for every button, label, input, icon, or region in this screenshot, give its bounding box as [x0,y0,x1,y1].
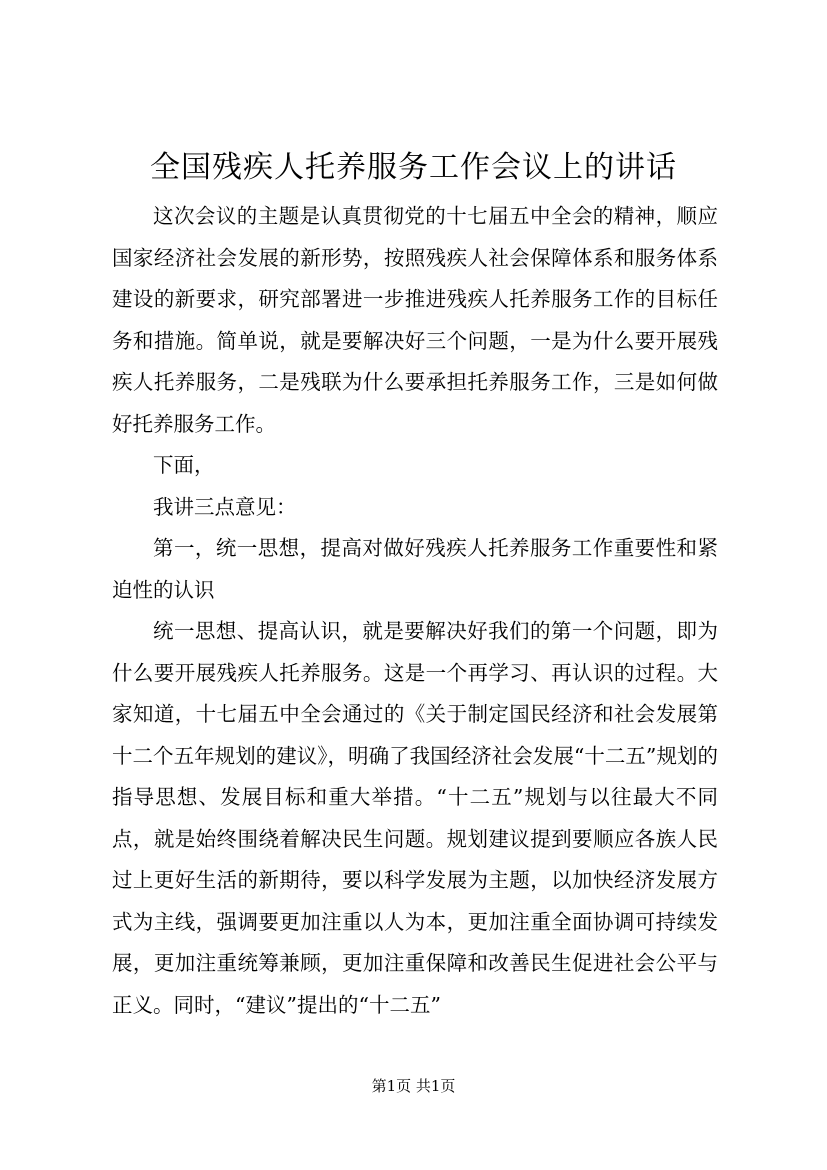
document-title: 全国残疾人托养服务工作会议上的讲话 [150,150,677,185]
paragraph-three-points: 我讲三点意见： [153,494,297,519]
document-body [112,196,718,1026]
paragraph-intro: 这次会议的主题是认真贯彻党的十七届五中全会的精神，顺应国家经济社会发展的新形势，按照残疾人社会保障体系和服务体系建设的新要求，研究部署进一步推进残疾人托养服务工作的目标任务和措施。简单说，就是要解决好三个问题，一是为什么要开展残疾人托养服务，二是残联为什么要承担托养服务工作，三是如何做好托养服务工作。 [112,204,718,436]
section-heading-first: 第一，统一思想，提高对做好残疾人托养服务工作重要性和紧迫性的认识 [112,536,718,602]
page-number-footer: 第1页 共1页 [371,1077,456,1095]
paragraph-unify-thinking: 统一思想、提高认识，就是要解决好我们的第一个问题，即为什么要开展残疾人托养服务。这是一个再学习、再认识的过程。大家知道，十七届五中全会通过的《关于制定国民经济和社会发展第十二个五年规划的建议》，明确了我国经济社会发展“十二五”规划的指导思想、发展目标和重大举措。“十二五”规划与以往最大不同点，就是始终围绕着解决民生问题。规划建议提到要顺应各族人民过上更好生活的新期待，要以科学发展为主题，以加快经济发展方式为主线，强调要更加注重以人为本，更加注重全面协调可持续发展，更加注重统筹兼顾，更加注重保障和改善民生促进社会公平与正义。同时，“建议”提出的“十二五” [112,619,718,1017]
paragraph-below: 下面， [153,453,215,477]
